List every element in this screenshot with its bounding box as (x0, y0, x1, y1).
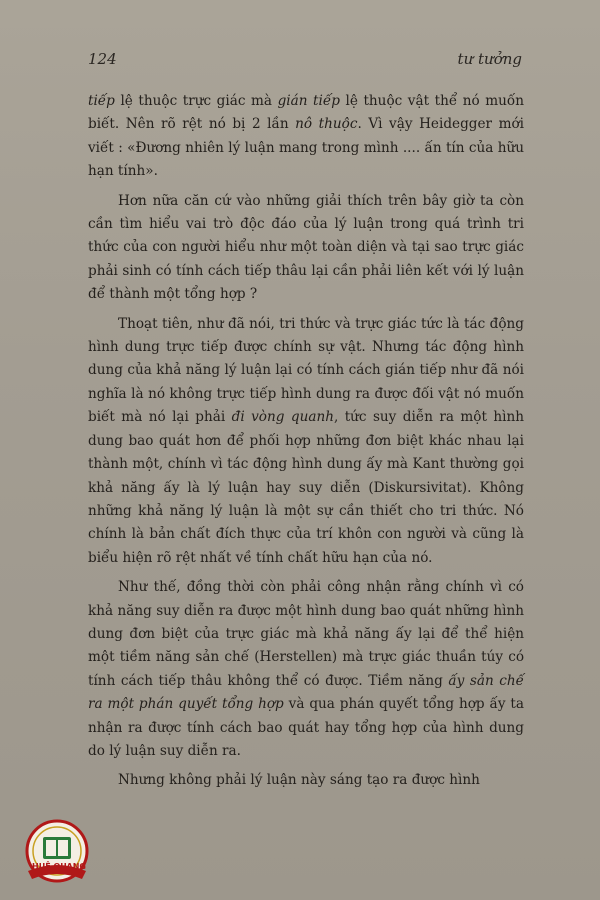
text-run: lệ thuộc trực giác mà (114, 93, 278, 109)
page-number: 124 (88, 50, 117, 68)
emphasis-text: ấy sản chế ra một phán quyết tổng hợp (88, 672, 524, 713)
paragraph (88, 90, 524, 184)
text-run: , tức suy diễn ra một hình dung bao quát hơn để phối hợp những đơn biệt khác nhau lại thành một, chính vì tác động hình dung ấy mà Kant thường gọi khả năng ấy là lý luận hay suy diễn (Diskursivitat). Không những khả năng lý luận là một sự cần thiết cho tri thức. Nó chính là bản chất đích thực của trí khôn con người và cũng là biểu hiện rõ rệt nhất về tính chất hữu hạn của nó. (88, 409, 524, 566)
text-run: Thoạt tiên, như đã nói, tri thức và trực giác tức là tác động hình dung trực tiếp được chính sự vật. Nhưng tác động hình dung của khả năng lý luận lại có tính cách gián tiếp như đã nói nghĩa là nó không trực tiếp hình dung ra được đối vật nó muốn biết mà nó lại phải (88, 315, 524, 426)
text-run: . Vì vậy Heidegger mới viết : «Đương nhiên lý luận mang trong mình .... ấn tín của hữu hạn tính». (88, 116, 524, 180)
body-text (88, 90, 524, 799)
text-run: Nhưng không phải lý luận này sáng tạo ra được hình (118, 772, 480, 789)
emphasis-text: tiếp (88, 93, 115, 109)
running-head: tư tưởng (457, 50, 522, 68)
page-header (88, 50, 522, 74)
paragraph (88, 313, 524, 570)
emphasis-text: đi vòng quanh (231, 409, 334, 426)
emphasis-text: gián tiếp (277, 93, 340, 109)
text-run: Hơn nữa căn cứ vào những giải thích trên bây giờ ta còn cần tìm hiểu vai trò độc đáo của lý luận trong quá trình tri thức của con người hiểu như một toàn diện và tại sao trực giác phải sinh có tính cách tiếp thâu lại cần phải liên kết với lý luận để thành một tổng hợp ? (88, 192, 524, 303)
text-run: Như thế, đồng thời còn phải công nhận rằng chính vì có khả năng suy diễn ra được một hình dung bao quát những hình dung đơn biệt của trực giác mà khả năng ấy lại để thể hiện một tiềm năng sản chế (Herstellen) mà trực giác thuần túy có tính cách tiếp thâu không thể có được. Tiềm năng (88, 579, 524, 689)
paragraph (88, 769, 524, 792)
publisher-logo-icon (14, 815, 100, 897)
paragraph (88, 576, 524, 763)
text-run: và qua phán quyết tổng hợp ấy ta nhận ra được tính cách bao quát hay tổng hợp của hình dung do lý luận suy diễn ra. (88, 696, 524, 759)
paragraph (88, 190, 524, 307)
logo-caption: HUỆ QUANG (32, 862, 86, 871)
emphasis-text: nô thuộc (295, 116, 358, 133)
text-run: lệ thuộc vật thể nó muốn biết. Nên rõ rệt nó bị 2 lần (88, 93, 525, 133)
